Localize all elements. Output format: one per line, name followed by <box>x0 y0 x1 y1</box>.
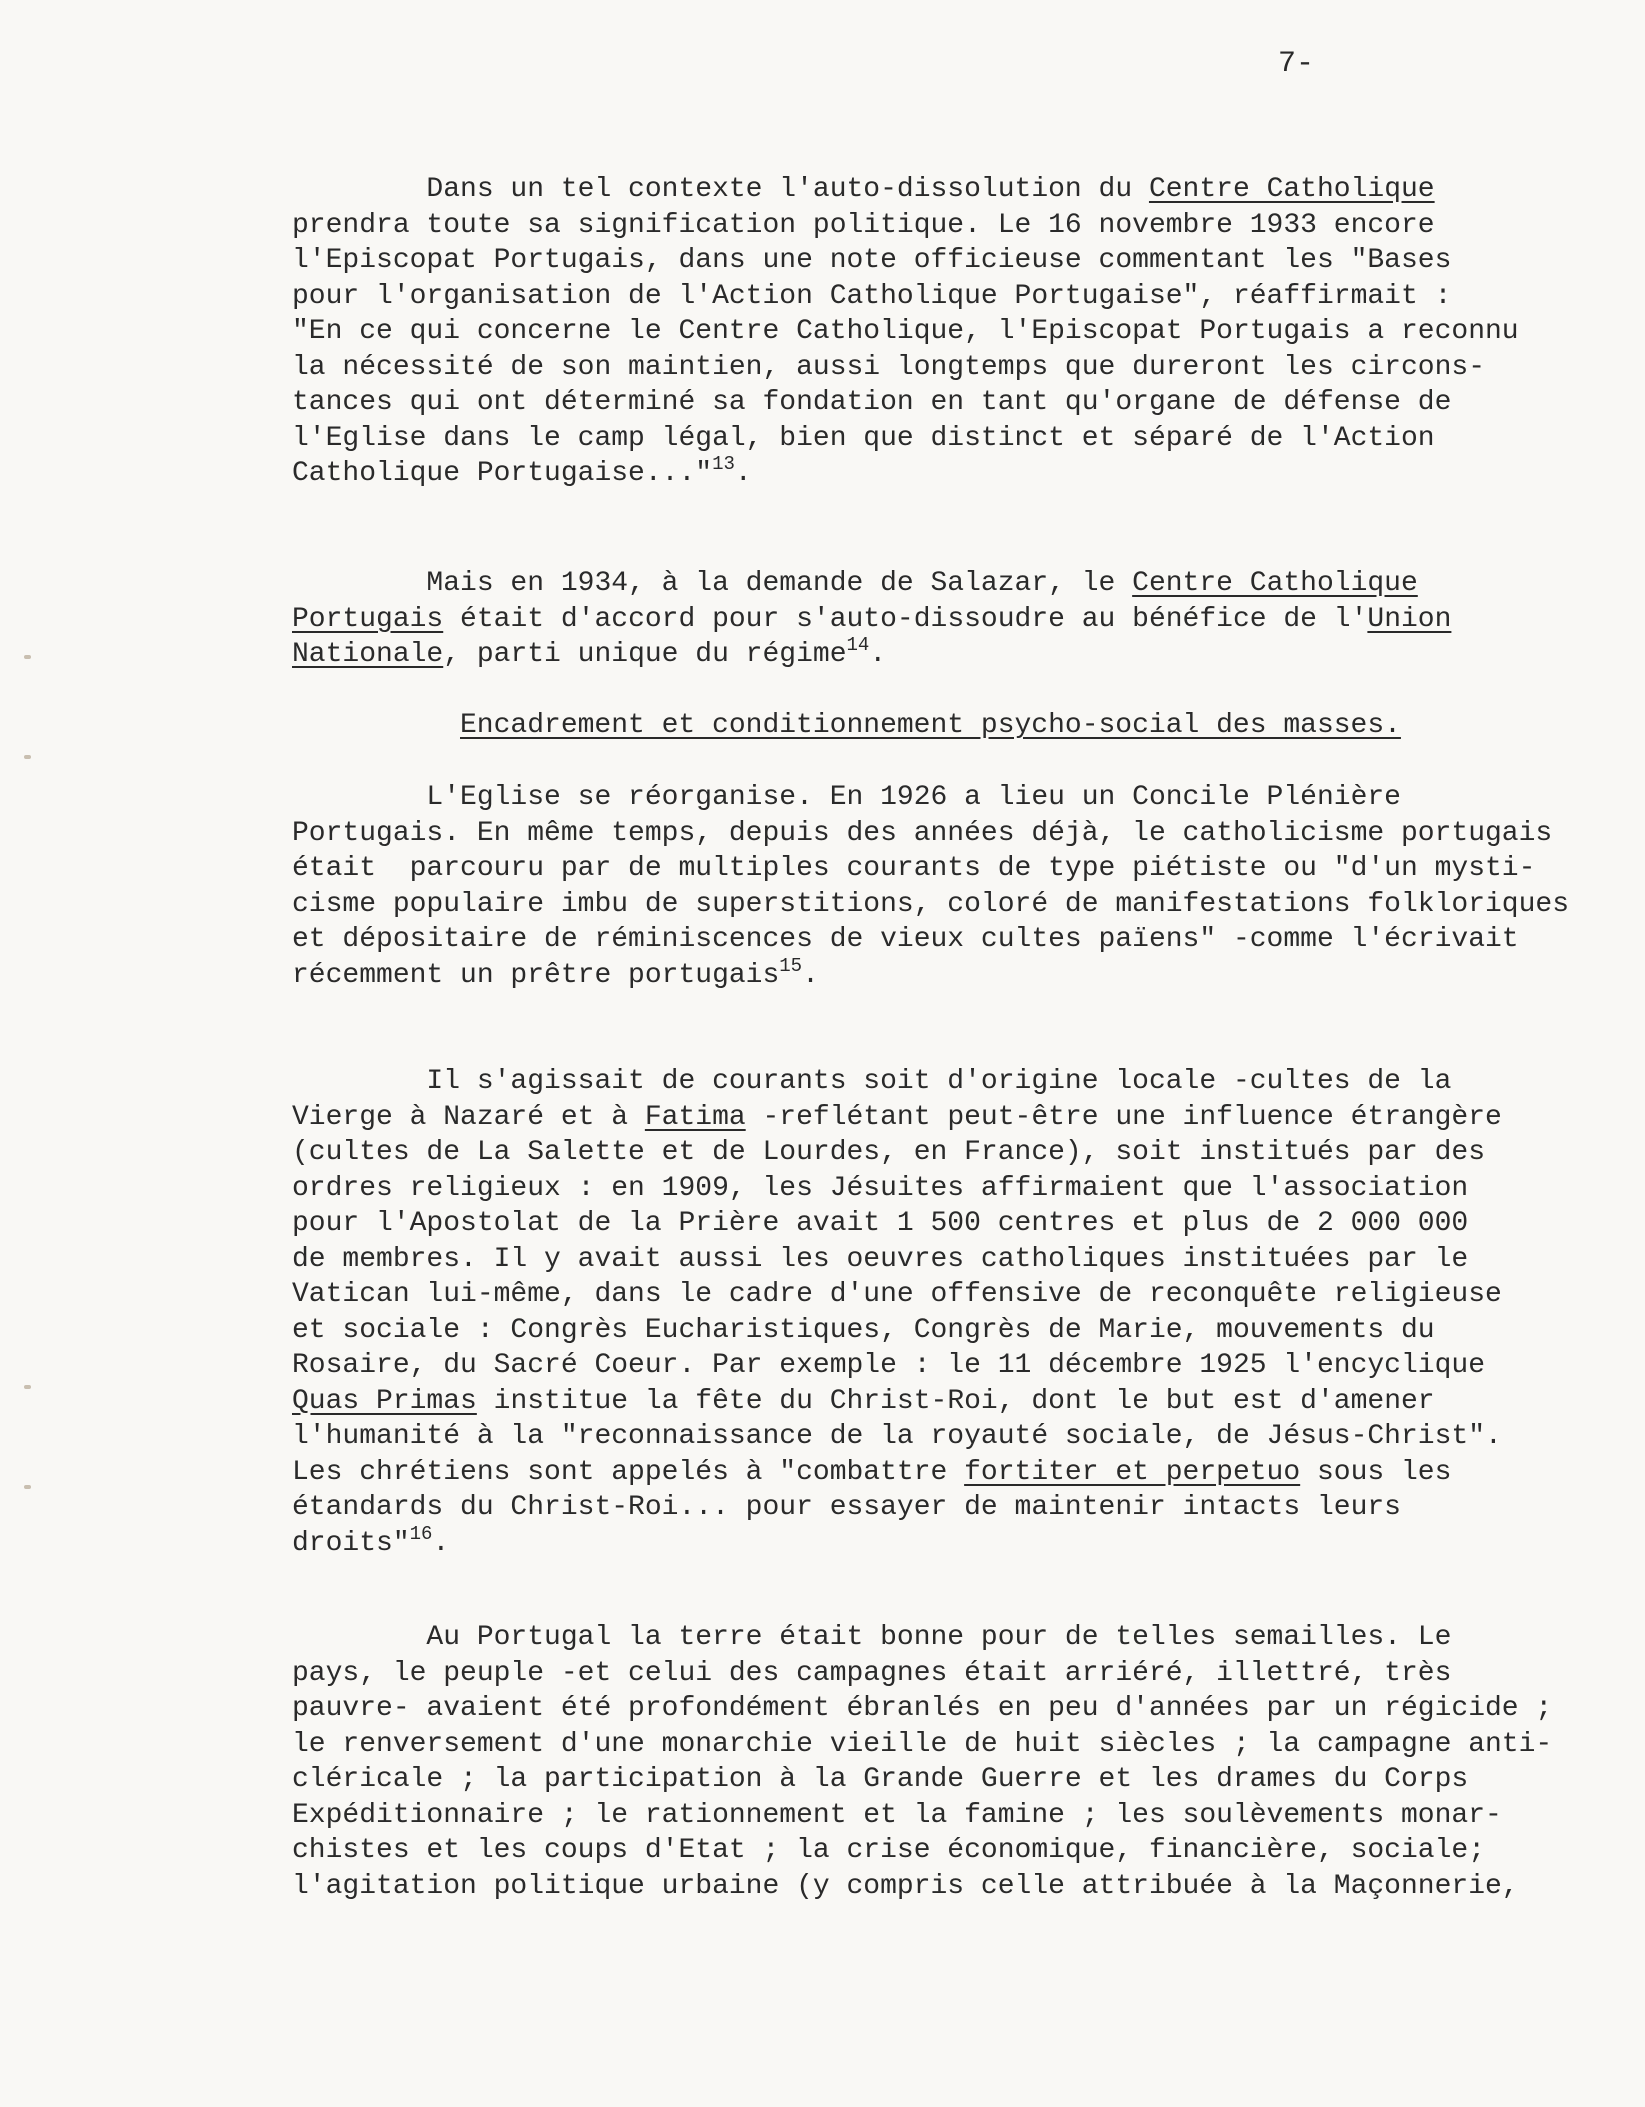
text-run: Expéditionnaire ; le rationnement et la famine ; les soulèvements monar- <box>292 1799 1502 1831</box>
text-run: Au Portugal la terre était bonne pour de telles semailles. Le <box>292 1622 1452 1653</box>
text-run: . <box>869 639 887 670</box>
text-line <box>292 954 1569 994</box>
text-line <box>292 922 1569 958</box>
text-run: Vatican lui-même, dans le cadre d'une offensive de reconquête religieuse <box>292 1279 1502 1310</box>
text-run: et sociale : Congrès Eucharistiques, Congrès de Marie, mouvements du <box>292 1314 1435 1346</box>
punch-hole-mark <box>24 1485 31 1489</box>
text-run: le renversement d'une monarchie vieille de huit siècles ; la campagne anti- <box>292 1728 1553 1760</box>
footnote-ref: 14 <box>846 634 870 656</box>
text-run: tances qui ont déterminé sa fondation en tant qu'organe de défense de <box>292 387 1452 418</box>
text-line <box>292 602 1451 638</box>
text-run: . <box>802 959 819 991</box>
text-line <box>292 1869 1552 1905</box>
text-run: Dans un tel contexte l'auto-dissolution du <box>292 174 1149 205</box>
text-run: sous les <box>1300 1456 1452 1488</box>
text-run: -reflétant peut-être une influence étrangère <box>745 1101 1502 1133</box>
text-line <box>292 1762 1552 1798</box>
text-run: Les chrétiens sont appelés à "combattre <box>292 1456 965 1488</box>
text-line <box>292 1691 1552 1727</box>
underlined-text: Portugais <box>292 603 444 635</box>
text-run: pour l'Apostolat de la Prière avait 1 500 centres et plus de 2 000 000 <box>292 1208 1469 1239</box>
text-line <box>292 1522 1502 1562</box>
text-run: . <box>432 1527 450 1559</box>
text-run: étandards du Christ-Roi... pour essayer de maintenir intacts leurs <box>292 1492 1401 1523</box>
text-line <box>292 172 1519 208</box>
paragraph-4 <box>292 1064 1502 1561</box>
text-line <box>292 1135 1502 1171</box>
text-run: et dépositaire de réminiscences de vieux cultes païens" -comme l'écrivait <box>292 924 1519 955</box>
underlined-text: Centre Catholique <box>1148 174 1435 205</box>
underlined-text: Centre Catholique <box>1132 568 1418 599</box>
text-line <box>292 634 1451 673</box>
text-line <box>292 350 1519 386</box>
text-run: cisme populaire imbu de superstitions, coloré de manifestations folkloriques <box>292 888 1570 920</box>
text-run: était d'accord pour s'auto-dissoudre au bénéfice de l' <box>443 603 1368 635</box>
text-line <box>292 1206 1502 1242</box>
text-line <box>292 1490 1502 1526</box>
text-run: Mais en 1934, à la demande de Salazar, le <box>292 568 1133 599</box>
text-run: . <box>734 458 752 489</box>
text-run: Il s'agissait de courants soit d'origine locale -cultes de la <box>292 1066 1452 1097</box>
text-run: droits" <box>292 1527 410 1559</box>
text-line <box>292 1798 1552 1834</box>
underlined-text: Union <box>1367 603 1452 635</box>
text-run: ordres religieux : en 1909, les Jésuites affirmaient que l'association <box>292 1172 1469 1204</box>
text-run: pauvre- avaient été profondément ébranlés en peu d'années par un régicide ; <box>292 1693 1553 1724</box>
paragraph-3 <box>292 780 1569 993</box>
text-line <box>292 1348 1502 1384</box>
footnote-ref: 16 <box>409 1522 433 1545</box>
text-line <box>292 1242 1502 1278</box>
text-line <box>292 421 1519 457</box>
underlined-text: Quas Primas <box>292 1385 477 1417</box>
underlined-text: fortiter et perpetuo <box>964 1456 1301 1488</box>
text-line <box>292 1171 1502 1207</box>
text-line <box>292 314 1519 350</box>
text-run: cléricale ; la participation à la Grande Guerre et les drames du Corps <box>292 1764 1469 1795</box>
text-run: prendra toute sa signification politique. Le 16 novembre 1933 encore <box>292 209 1435 241</box>
paragraph-5 <box>292 1620 1552 1904</box>
text-run: la nécessité de son maintien, aussi longtemps que dureront les circons- <box>292 351 1485 383</box>
paragraph-1 <box>292 172 1519 492</box>
text-run: Vierge à Nazaré et à <box>292 1101 645 1133</box>
text-line <box>292 1064 1502 1100</box>
text-line <box>292 279 1519 315</box>
text-line <box>292 851 1569 887</box>
text-line <box>292 1727 1552 1763</box>
text-line <box>292 780 1569 816</box>
text-line <box>292 566 1451 602</box>
text-line <box>292 453 1519 492</box>
text-run: récemment un prêtre portugais <box>292 959 780 991</box>
text-line <box>292 385 1519 421</box>
text-run: était parcouru par de multiples courants de type piétiste ou "d'un mysti- <box>292 853 1536 884</box>
section-heading: Encadrement et conditionnement psycho-social des masses. <box>460 710 1401 741</box>
text-line <box>292 1313 1502 1349</box>
underlined-text: Fatima <box>644 1101 746 1133</box>
text-run: pour l'organisation de l'Action Catholique Portugaise", réaffirmait : <box>292 280 1452 312</box>
text-run: chistes et les coups d'Etat ; la crise économique, financière, sociale; <box>292 1835 1485 1866</box>
text-run: pays, le peuple -et celui des campagnes était arriéré, illettré, très <box>292 1657 1452 1689</box>
text-run: l'Episcopat Portugais, dans une note officieuse commentant les "Bases <box>292 245 1452 276</box>
text-line <box>292 1419 1502 1455</box>
punch-hole-mark <box>24 1385 31 1389</box>
text-run: l'agitation politique urbaine (y compris celle attribuée à la Maçonnerie, <box>292 1870 1519 1902</box>
text-line <box>292 1277 1502 1313</box>
footnote-ref: 15 <box>779 954 803 977</box>
text-line <box>292 1455 1502 1491</box>
text-line <box>292 887 1569 923</box>
text-run: Portugais. En même temps, depuis des années déjà, le catholicisme portugais <box>292 817 1553 849</box>
text-line <box>292 1833 1552 1869</box>
text-run: L'Eglise se réorganise. En 1926 a lieu un Concile Plénière <box>292 782 1401 813</box>
text-line <box>292 1384 1502 1420</box>
punch-hole-mark <box>24 655 31 659</box>
text-run: Catholique Portugaise..." <box>292 458 713 489</box>
text-line <box>292 816 1569 852</box>
text-run: institue la fête du Christ-Roi, dont le but est d'amener <box>476 1385 1435 1417</box>
text-run: "En ce qui concerne le Centre Catholique, l'Episcopat Portugais a reconnu <box>292 316 1519 347</box>
text-run: de membres. Il y avait aussi les oeuvres catholiques instituées par le <box>292 1243 1469 1275</box>
punch-hole-mark <box>24 755 31 759</box>
text-run: , parti unique du régime <box>443 639 847 670</box>
text-line <box>292 208 1519 244</box>
text-line <box>292 1620 1552 1656</box>
text-line <box>292 1656 1552 1692</box>
text-run: l'Eglise dans le camp légal, bien que distinct et séparé de l'Action <box>292 422 1435 454</box>
paragraph-2 <box>292 566 1451 673</box>
text-line <box>292 1100 1502 1136</box>
text-run: Rosaire, du Sacré Coeur. Par exemple : le 11 décembre 1925 l'encyclique <box>292 1350 1485 1381</box>
text-run: l'humanité à la "reconnaissance de la royauté sociale, de Jésus-Christ". <box>292 1421 1502 1452</box>
page-number: 7- <box>1278 47 1315 81</box>
text-run: (cultes de La Salette et de Lourdes, en France), soit institués par des <box>292 1137 1485 1168</box>
footnote-ref: 13 <box>712 453 735 475</box>
text-line <box>292 243 1519 279</box>
underlined-text: Nationale <box>292 639 444 670</box>
